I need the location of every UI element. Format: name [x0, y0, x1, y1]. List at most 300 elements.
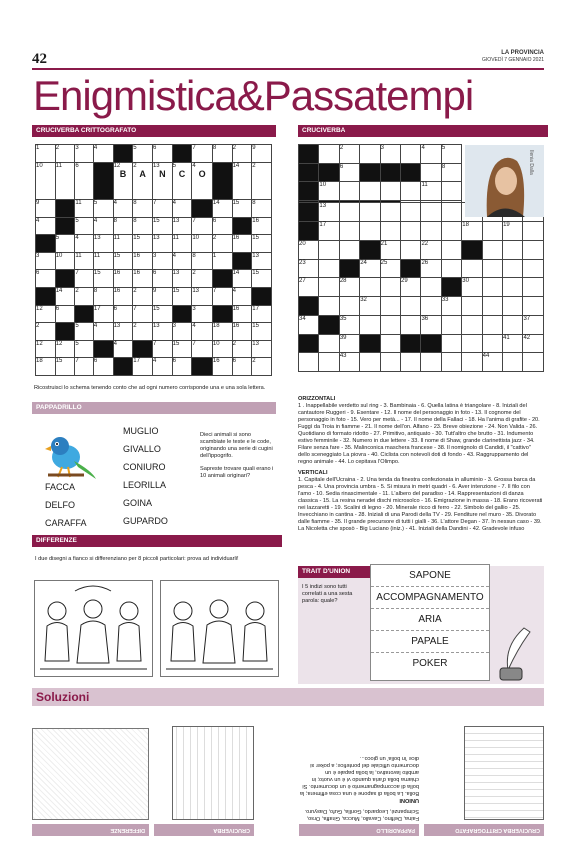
differenze-drawing-right[interactable] [160, 580, 279, 677]
crittografato-cell[interactable]: 13 [152, 323, 172, 341]
cruciverba-cell[interactable]: 8 [441, 163, 461, 182]
crittografato-cell[interactable]: 2 [232, 340, 252, 358]
cruciverba-cell[interactable] [441, 203, 461, 222]
crittografato-cell[interactable]: 16 [133, 252, 153, 270]
crittografato-cell[interactable] [113, 145, 133, 163]
crittografato-cell[interactable]: 13 [93, 235, 113, 253]
crittografato-cell[interactable]: 3 [36, 252, 56, 270]
cruciverba-cell[interactable] [401, 163, 421, 182]
cruciverba-cell[interactable] [503, 353, 523, 372]
cruciverba-cell[interactable] [319, 240, 339, 259]
crittografato-cell[interactable]: 2 [75, 287, 94, 305]
solutions-bar [32, 688, 544, 706]
pappadrillo-word: DELFO [45, 500, 76, 510]
parrot-illustration [40, 431, 100, 481]
crittografato-cell[interactable]: 18 [212, 323, 232, 341]
cruciverba-cell[interactable] [523, 297, 544, 316]
crittografato-cell[interactable]: 17 [133, 358, 153, 376]
cruciverba-cell[interactable] [401, 353, 421, 372]
cruciverba-cell[interactable]: 34 [299, 315, 319, 334]
pappadrillo-left-list [45, 478, 115, 532]
cruciverba-cell[interactable] [380, 182, 400, 201]
cruciverba-cell[interactable]: 4 [421, 145, 441, 164]
crittografato-cell[interactable]: 13 [192, 287, 213, 305]
crittografato-cell[interactable]: 14 [232, 270, 252, 288]
header-rule [32, 68, 544, 70]
crittografato-cell[interactable]: 18 [36, 358, 56, 376]
cruciverba-cell[interactable] [401, 334, 421, 353]
crittografato-cell[interactable]: 8 [252, 199, 272, 217]
crittografato-cell[interactable]: 4 [172, 199, 192, 217]
crittografato-cell[interactable]: 2 [55, 145, 75, 163]
trait-clue-word: ACCOMPAGNAMENTO [371, 586, 489, 608]
pappadrillo-word: CONIURO [123, 462, 166, 472]
crittografato-cell[interactable]: 7 [133, 305, 153, 323]
crittografato-cell[interactable]: 8 [133, 217, 153, 235]
cruciverba-cell[interactable] [482, 259, 502, 278]
crittografato-cell[interactable]: 6 [75, 162, 94, 199]
cruciverba-cell[interactable] [441, 334, 461, 353]
crittografato-cell[interactable]: 3 [192, 305, 213, 323]
crittografato-cell[interactable]: 15 [252, 270, 272, 288]
crittografato-cell[interactable]: 4 [36, 217, 56, 235]
crittografato-cell[interactable]: 15 [133, 235, 153, 253]
cruciverba-cell[interactable]: 18 [462, 222, 482, 241]
cruciverba-cell[interactable] [299, 222, 319, 241]
cruciverba-cell[interactable] [462, 334, 482, 353]
crittografato-cell[interactable]: 13 [252, 252, 272, 270]
cruciverba-cell[interactable] [319, 353, 339, 372]
cruciverba-cell[interactable]: 43 [339, 353, 359, 372]
crittografato-cell[interactable] [113, 358, 133, 376]
cruciverba-cell[interactable] [462, 297, 482, 316]
cruciverba-cell[interactable] [380, 353, 400, 372]
crittografato-cell[interactable]: 2 [212, 235, 232, 253]
crittografato-cell[interactable]: 7 [192, 340, 213, 358]
cruciverba-cell[interactable] [441, 315, 461, 334]
crittografato-cell[interactable]: 15 [152, 305, 172, 323]
crittografato-cell[interactable]: 15 [232, 199, 252, 217]
cruciverba-cell[interactable]: 3 [380, 145, 400, 164]
cruciverba-cell[interactable] [360, 278, 380, 297]
differenze-drawing-left[interactable] [34, 580, 153, 677]
crittografato-cell[interactable]: 6 [93, 358, 113, 376]
solution-label-cruciverba: CRUCIVERBA [154, 824, 254, 836]
crittografato-cell[interactable]: 13 [113, 323, 133, 341]
crittografato-cell[interactable] [93, 340, 113, 358]
cruciverba-cell[interactable]: 41 [503, 334, 523, 353]
cruciverba-cell[interactable] [441, 240, 461, 259]
crittografato-cell[interactable] [55, 199, 75, 217]
cruciverba-cell[interactable] [380, 203, 400, 222]
crittografato-cell[interactable]: 4 [192, 323, 213, 341]
crittografato-cell[interactable]: 13 [172, 217, 192, 235]
crittografato-cell[interactable]: 2 [252, 162, 272, 199]
cruciverba-cell[interactable] [319, 145, 339, 164]
crittografato-cell[interactable] [192, 199, 213, 217]
crittografato-cell[interactable]: 8 [192, 252, 213, 270]
crittografato-cell[interactable]: 16 [113, 270, 133, 288]
cruciverba-cell[interactable] [380, 297, 400, 316]
cruciverba-cell[interactable]: 23 [299, 259, 319, 278]
crittografato-cell[interactable]: 4 [152, 358, 172, 376]
quill-inkwell-icon [494, 626, 534, 682]
crittografato-cell[interactable]: 2 [192, 270, 213, 288]
crittografato-cell[interactable]: 6 [152, 145, 172, 163]
cruciverba-cell[interactable] [482, 240, 502, 259]
cruciverba-cell[interactable]: 26 [421, 259, 441, 278]
cruciverba-cell[interactable]: 19 [503, 222, 523, 241]
trait-clue-word: POKER [371, 652, 489, 674]
cruciverba-cell[interactable]: 6 [339, 163, 359, 182]
crittografato-cell[interactable]: 6 [172, 358, 192, 376]
cruciverba-cell[interactable] [421, 203, 441, 222]
crittografato-cell[interactable]: 13 [252, 340, 272, 358]
cruciverba-cell[interactable]: 30 [462, 278, 482, 297]
page-title: Enigmistica&Passatempi [33, 72, 474, 119]
crittografato-cell[interactable]: 16 [252, 217, 272, 235]
crittografato-cell[interactable]: 5 [93, 199, 113, 217]
cruciverba-cell[interactable]: 2 [339, 145, 359, 164]
crittografato-cell[interactable]: 15 [113, 252, 133, 270]
cruciverba-cell[interactable] [401, 182, 421, 201]
cruciverba-cell[interactable]: 11 [421, 182, 441, 201]
cruciverba-cell[interactable] [339, 203, 359, 222]
crittografato-cell[interactable]: 7 [152, 340, 172, 358]
crittografato-cell[interactable]: 2 [232, 145, 252, 163]
cruciverba-cell[interactable] [523, 222, 544, 241]
crittografato-cell[interactable]: 5 C [172, 162, 192, 199]
pappadrillo-word: GIVALLO [123, 444, 161, 454]
crittografato-cell[interactable]: 16 [232, 323, 252, 341]
crittografato-cell[interactable]: 10 [36, 162, 56, 199]
crittografato-cell[interactable]: 4 [172, 252, 192, 270]
cruciverba-cell[interactable] [401, 259, 421, 278]
cruciverba-cell[interactable] [503, 315, 523, 334]
crittografato-cell[interactable] [232, 252, 252, 270]
cruciverba-cell[interactable] [319, 278, 339, 297]
cruciverba-cell[interactable] [441, 278, 461, 297]
pappadrillo-word: LEORILLA [123, 480, 167, 490]
cruciverba-cell[interactable] [421, 278, 441, 297]
cruciverba-cell[interactable] [319, 334, 339, 353]
crittografato-cell[interactable]: 16 [113, 287, 133, 305]
crittografato-cell[interactable]: 7 [192, 145, 213, 163]
crittografato-cell[interactable] [212, 162, 232, 199]
cruciverba-cell[interactable]: 17 [319, 222, 339, 241]
crittografato-cell[interactable]: 5 [55, 235, 75, 253]
cruciverba-cell[interactable]: 22 [421, 240, 441, 259]
cruciverba-cell[interactable] [482, 334, 502, 353]
crittografato-cell[interactable]: 9 [152, 287, 172, 305]
cruciverba-cell[interactable] [462, 259, 482, 278]
crittografato-cell[interactable]: 9 [252, 145, 272, 163]
cruciverba-cell[interactable] [503, 297, 523, 316]
crittografato-cell[interactable]: 16 [232, 235, 252, 253]
crittografato-cell[interactable]: 6 [55, 305, 75, 323]
crittografato-cell[interactable]: 8 [133, 199, 153, 217]
cruciverba-cell[interactable] [299, 203, 319, 222]
cruciverba-cell[interactable] [299, 145, 319, 164]
cruciverba-cell[interactable]: 24 [360, 259, 380, 278]
crittografato-cell[interactable]: 14 [232, 162, 252, 199]
cruciverba-cell[interactable] [299, 353, 319, 372]
crittografato-cell[interactable]: 4 [232, 287, 252, 305]
crittografato-cell[interactable]: 16 [232, 305, 252, 323]
cruciverba-cell[interactable] [299, 297, 319, 316]
orizzontali-title: ORIZZONTALI [298, 396, 336, 402]
crittografato-cell[interactable]: 13 [152, 235, 172, 253]
cruciverba-cell[interactable] [339, 259, 359, 278]
crittografato-cell[interactable]: 14 [55, 287, 75, 305]
cruciverba-cell[interactable] [299, 334, 319, 353]
cruciverba-cell[interactable] [401, 203, 421, 222]
crittografato-cell[interactable]: 1 [36, 145, 56, 163]
pappadrillo-question: Sapreste trovare quali erano i 10 animali originari? [200, 466, 274, 479]
crittografato-cell[interactable]: 15 [152, 217, 172, 235]
cruciverba-cell[interactable] [401, 240, 421, 259]
cruciverba-cell[interactable] [503, 278, 523, 297]
crittografato-cell[interactable]: 5 [133, 145, 153, 163]
crittografato-cell[interactable] [252, 287, 272, 305]
crittografato-cell[interactable]: 10 [192, 235, 213, 253]
crittografato-cell[interactable] [55, 323, 75, 341]
cruciverba-cell[interactable]: 29 [401, 278, 421, 297]
crittografato-cell[interactable]: 11 [113, 235, 133, 253]
crittografato-cell[interactable]: 8 [93, 287, 113, 305]
cruciverba-cell[interactable] [401, 145, 421, 164]
crittografato-cell[interactable]: 11 [93, 252, 113, 270]
cruciverba-cell[interactable]: 27 [299, 278, 319, 297]
cruciverba-cell[interactable] [380, 163, 400, 182]
cruciverba-cell[interactable] [421, 222, 441, 241]
crittografato-cell[interactable]: 12 [36, 305, 56, 323]
crittografato-cell[interactable]: 11 [55, 162, 75, 199]
cruciverba-cell[interactable] [441, 222, 461, 241]
cruciverba-cell[interactable] [319, 163, 339, 182]
cruciverba-cell[interactable] [421, 334, 441, 353]
solution-label-differenze: DIFFERENZE [32, 824, 149, 836]
cruciverba-cell[interactable]: 5 [441, 145, 461, 164]
crittografato-cell[interactable]: 7 [152, 199, 172, 217]
cruciverba-cell[interactable] [360, 353, 380, 372]
crittografato-cell[interactable]: 6 [232, 358, 252, 376]
crittografato-cell[interactable]: 1 [212, 252, 232, 270]
cruciverba-cell[interactable]: 25 [380, 259, 400, 278]
cruciverba-cell[interactable] [360, 182, 380, 201]
crittografato-cell[interactable]: 2 [133, 287, 153, 305]
crittografato-cell[interactable]: 4 [93, 145, 113, 163]
cruciverba-cell[interactable] [339, 182, 359, 201]
pappadrillo-word: GOINA [123, 498, 153, 508]
cruciverba-cell[interactable] [299, 163, 319, 182]
crittografato-cell[interactable] [172, 305, 192, 323]
cruciverba-cell[interactable] [482, 278, 502, 297]
crittografato-cell[interactable]: 5 [75, 340, 94, 358]
cruciverba-cell[interactable] [299, 182, 319, 201]
cruciverba-cell[interactable] [380, 222, 400, 241]
crittografato-cell[interactable]: 15 [252, 235, 272, 253]
crittografato-cell[interactable]: 6 [212, 217, 232, 235]
crittografato-cell[interactable]: 10 [212, 340, 232, 358]
cruciverba-cell[interactable] [401, 222, 421, 241]
crittografato-cell[interactable]: 17 [93, 305, 113, 323]
crittografato-cell[interactable]: 2 [252, 358, 272, 376]
crittografato-cell[interactable]: 2 [133, 323, 153, 341]
cruciverba-cell[interactable]: 28 [339, 278, 359, 297]
crittografato-cell[interactable]: 11 [75, 199, 94, 217]
cruciverba-cell[interactable] [380, 334, 400, 353]
cruciverba-cell[interactable]: 35 [339, 315, 359, 334]
crittografato-cell[interactable]: 9 [36, 199, 56, 217]
cruciverba-cell[interactable] [482, 297, 502, 316]
crittografato-cell[interactable]: 5 [75, 217, 94, 235]
cruciverba-cell[interactable] [380, 315, 400, 334]
crittografato-cell[interactable]: 4 [93, 323, 113, 341]
cruciverba-cell[interactable] [482, 222, 502, 241]
cruciverba-cell[interactable] [482, 315, 502, 334]
cruciverba-cell[interactable] [421, 353, 441, 372]
solution-unioni-text: Bolla. La bolla di sapone è una cosa effimera; la bolla di accompagnamento è un documento. Si chiama bolla d'aria quando vi è un vuoto; in ambito lavorativo, la bolla papale è un documento ufficiale del pontefice; a poker si dice 'in bolla' un gioco... [300, 755, 419, 796]
trait-clue-word: PAPALE [371, 630, 489, 652]
section-header-crittografato: CRUCIVERBA CRITTOGRAFATO [32, 125, 276, 137]
cruciverba-cell[interactable] [462, 353, 482, 372]
crittografato-cell[interactable]: 4 [75, 235, 94, 253]
cruciverba-cell[interactable]: 20 [299, 240, 319, 259]
crittografato-cell[interactable]: 15 [93, 270, 113, 288]
cruciverba-cell[interactable] [421, 297, 441, 316]
crittografato-cell[interactable]: 4 [113, 199, 133, 217]
crittografato-cell[interactable]: 6 [36, 270, 56, 288]
cruciverba-cell[interactable] [462, 315, 482, 334]
crittografato-cell[interactable]: 8 [113, 217, 133, 235]
cruciverba-cell[interactable]: 33 [441, 297, 461, 316]
cruciverba-cell[interactable] [319, 259, 339, 278]
pappadrillo-text [200, 432, 275, 480]
crittografato-grid[interactable] [35, 144, 272, 376]
solutions-title: Soluzioni [36, 690, 90, 704]
crittografato-cell[interactable]: 16 [212, 358, 232, 376]
crittografato-cell[interactable]: 7 [192, 217, 213, 235]
cruciverba-cell[interactable] [441, 259, 461, 278]
cruciverba-cell[interactable] [339, 222, 359, 241]
cruciverba-cell[interactable] [523, 353, 544, 372]
crittografato-cell[interactable]: 2 A [133, 162, 153, 199]
crittografato-cell[interactable] [75, 305, 94, 323]
cruciverba-cell[interactable] [523, 240, 544, 259]
crittografato-cell[interactable] [232, 217, 252, 235]
cruciverba-cell[interactable] [319, 297, 339, 316]
cruciverba-cell[interactable] [360, 203, 380, 222]
crittografato-cell[interactable]: 7 [75, 270, 94, 288]
cruciverba-cell[interactable]: 13 [319, 203, 339, 222]
cruciverba-cell[interactable] [360, 222, 380, 241]
crittografato-cell[interactable] [36, 287, 56, 305]
cruciverba-cell[interactable]: 44 [482, 353, 502, 372]
crittografato-cell[interactable] [55, 217, 75, 235]
cruciverba-cell[interactable] [421, 163, 441, 182]
crittografato-cell[interactable]: 13 N [152, 162, 172, 199]
cruciverba-cell[interactable] [360, 163, 380, 182]
crittografato-cell[interactable]: 12 [55, 340, 75, 358]
crittografato-cell[interactable]: 4 [113, 340, 133, 358]
crittografato-cell[interactable]: 5 [75, 323, 94, 341]
cruciverba-cell[interactable] [462, 240, 482, 259]
crittografato-cell[interactable]: 11 [75, 252, 94, 270]
cruciverba-cell[interactable] [441, 182, 461, 201]
crittografato-cell[interactable] [212, 270, 232, 288]
cruciverba-cell[interactable] [360, 240, 380, 259]
cruciverba-cell[interactable] [401, 297, 421, 316]
cruciverba-cell[interactable] [401, 315, 421, 334]
cruciverba-cell[interactable] [503, 259, 523, 278]
crittografato-cell[interactable]: 7 [212, 287, 232, 305]
crittografato-cell[interactable] [36, 235, 56, 253]
crittografato-cell[interactable]: 3 [75, 145, 94, 163]
crittografato-cell[interactable] [212, 305, 232, 323]
cruciverba-cell[interactable] [339, 240, 359, 259]
crittografato-cell[interactable]: 6 [113, 305, 133, 323]
crittografato-cell[interactable]: 12 [36, 340, 56, 358]
cruciverba-cell[interactable] [319, 315, 339, 334]
pappadrillo-word: CARAFFA [45, 518, 87, 528]
cruciverba-cell[interactable] [380, 278, 400, 297]
cruciverba-cell[interactable] [523, 278, 544, 297]
cruciverba-cell[interactable] [441, 353, 461, 372]
crittografato-cell[interactable]: 6 [152, 270, 172, 288]
cruciverba-cell[interactable] [360, 315, 380, 334]
cruciverba-cell[interactable]: 36 [421, 315, 441, 334]
solution-grid-1 [464, 726, 544, 820]
crittografato-cell[interactable]: 12 B [113, 162, 133, 199]
cruciverba-cell[interactable]: 32 [360, 297, 380, 316]
crittografato-cell[interactable]: 15 [252, 323, 272, 341]
crittografato-cell[interactable]: 16 [133, 270, 153, 288]
cruciverba-cell[interactable]: 37 [523, 315, 544, 334]
crittografato-cell[interactable]: 3 [172, 323, 192, 341]
crittografato-cell[interactable]: 7 [75, 358, 94, 376]
crittografato-cell[interactable]: 3 [152, 252, 172, 270]
crittografato-cell[interactable]: 13 [172, 270, 192, 288]
crittografato-cell[interactable]: 17 [252, 305, 272, 323]
cruciverba-cell[interactable] [523, 259, 544, 278]
cruciverba-cell[interactable] [503, 240, 523, 259]
crittografato-cell[interactable] [133, 340, 153, 358]
solution-pappadrillo [299, 754, 419, 836]
crittografato-cell[interactable] [93, 162, 113, 199]
cruciverba-cell[interactable]: 21 [380, 240, 400, 259]
crittografato-cell[interactable]: 10 [55, 252, 75, 270]
crittografato-cell[interactable]: 4 O [192, 162, 213, 199]
cruciverba-cell[interactable] [360, 145, 380, 164]
crittografato-cell[interactable] [55, 270, 75, 288]
cruciverba-cell[interactable]: 10 [319, 182, 339, 201]
crittografato-cell[interactable]: 15 [172, 340, 192, 358]
crittografato-cell[interactable]: 15 [172, 287, 192, 305]
crittografato-cell[interactable]: 2 [36, 323, 56, 341]
crittografato-cell[interactable]: 15 [55, 358, 75, 376]
crittografato-cell[interactable] [192, 358, 213, 376]
crittografato-cell[interactable]: 8 [212, 145, 232, 163]
cruciverba-cell[interactable]: 39 [339, 334, 359, 353]
crittografato-cell[interactable]: 4 [93, 217, 113, 235]
crittografato-cell[interactable]: 14 [212, 199, 232, 217]
cruciverba-cell[interactable] [360, 334, 380, 353]
cruciverba-cell[interactable] [339, 297, 359, 316]
crittografato-cell[interactable] [172, 145, 192, 163]
cruciverba-cell[interactable]: 42 [523, 334, 544, 353]
crittografato-cell[interactable]: 11 [172, 235, 192, 253]
